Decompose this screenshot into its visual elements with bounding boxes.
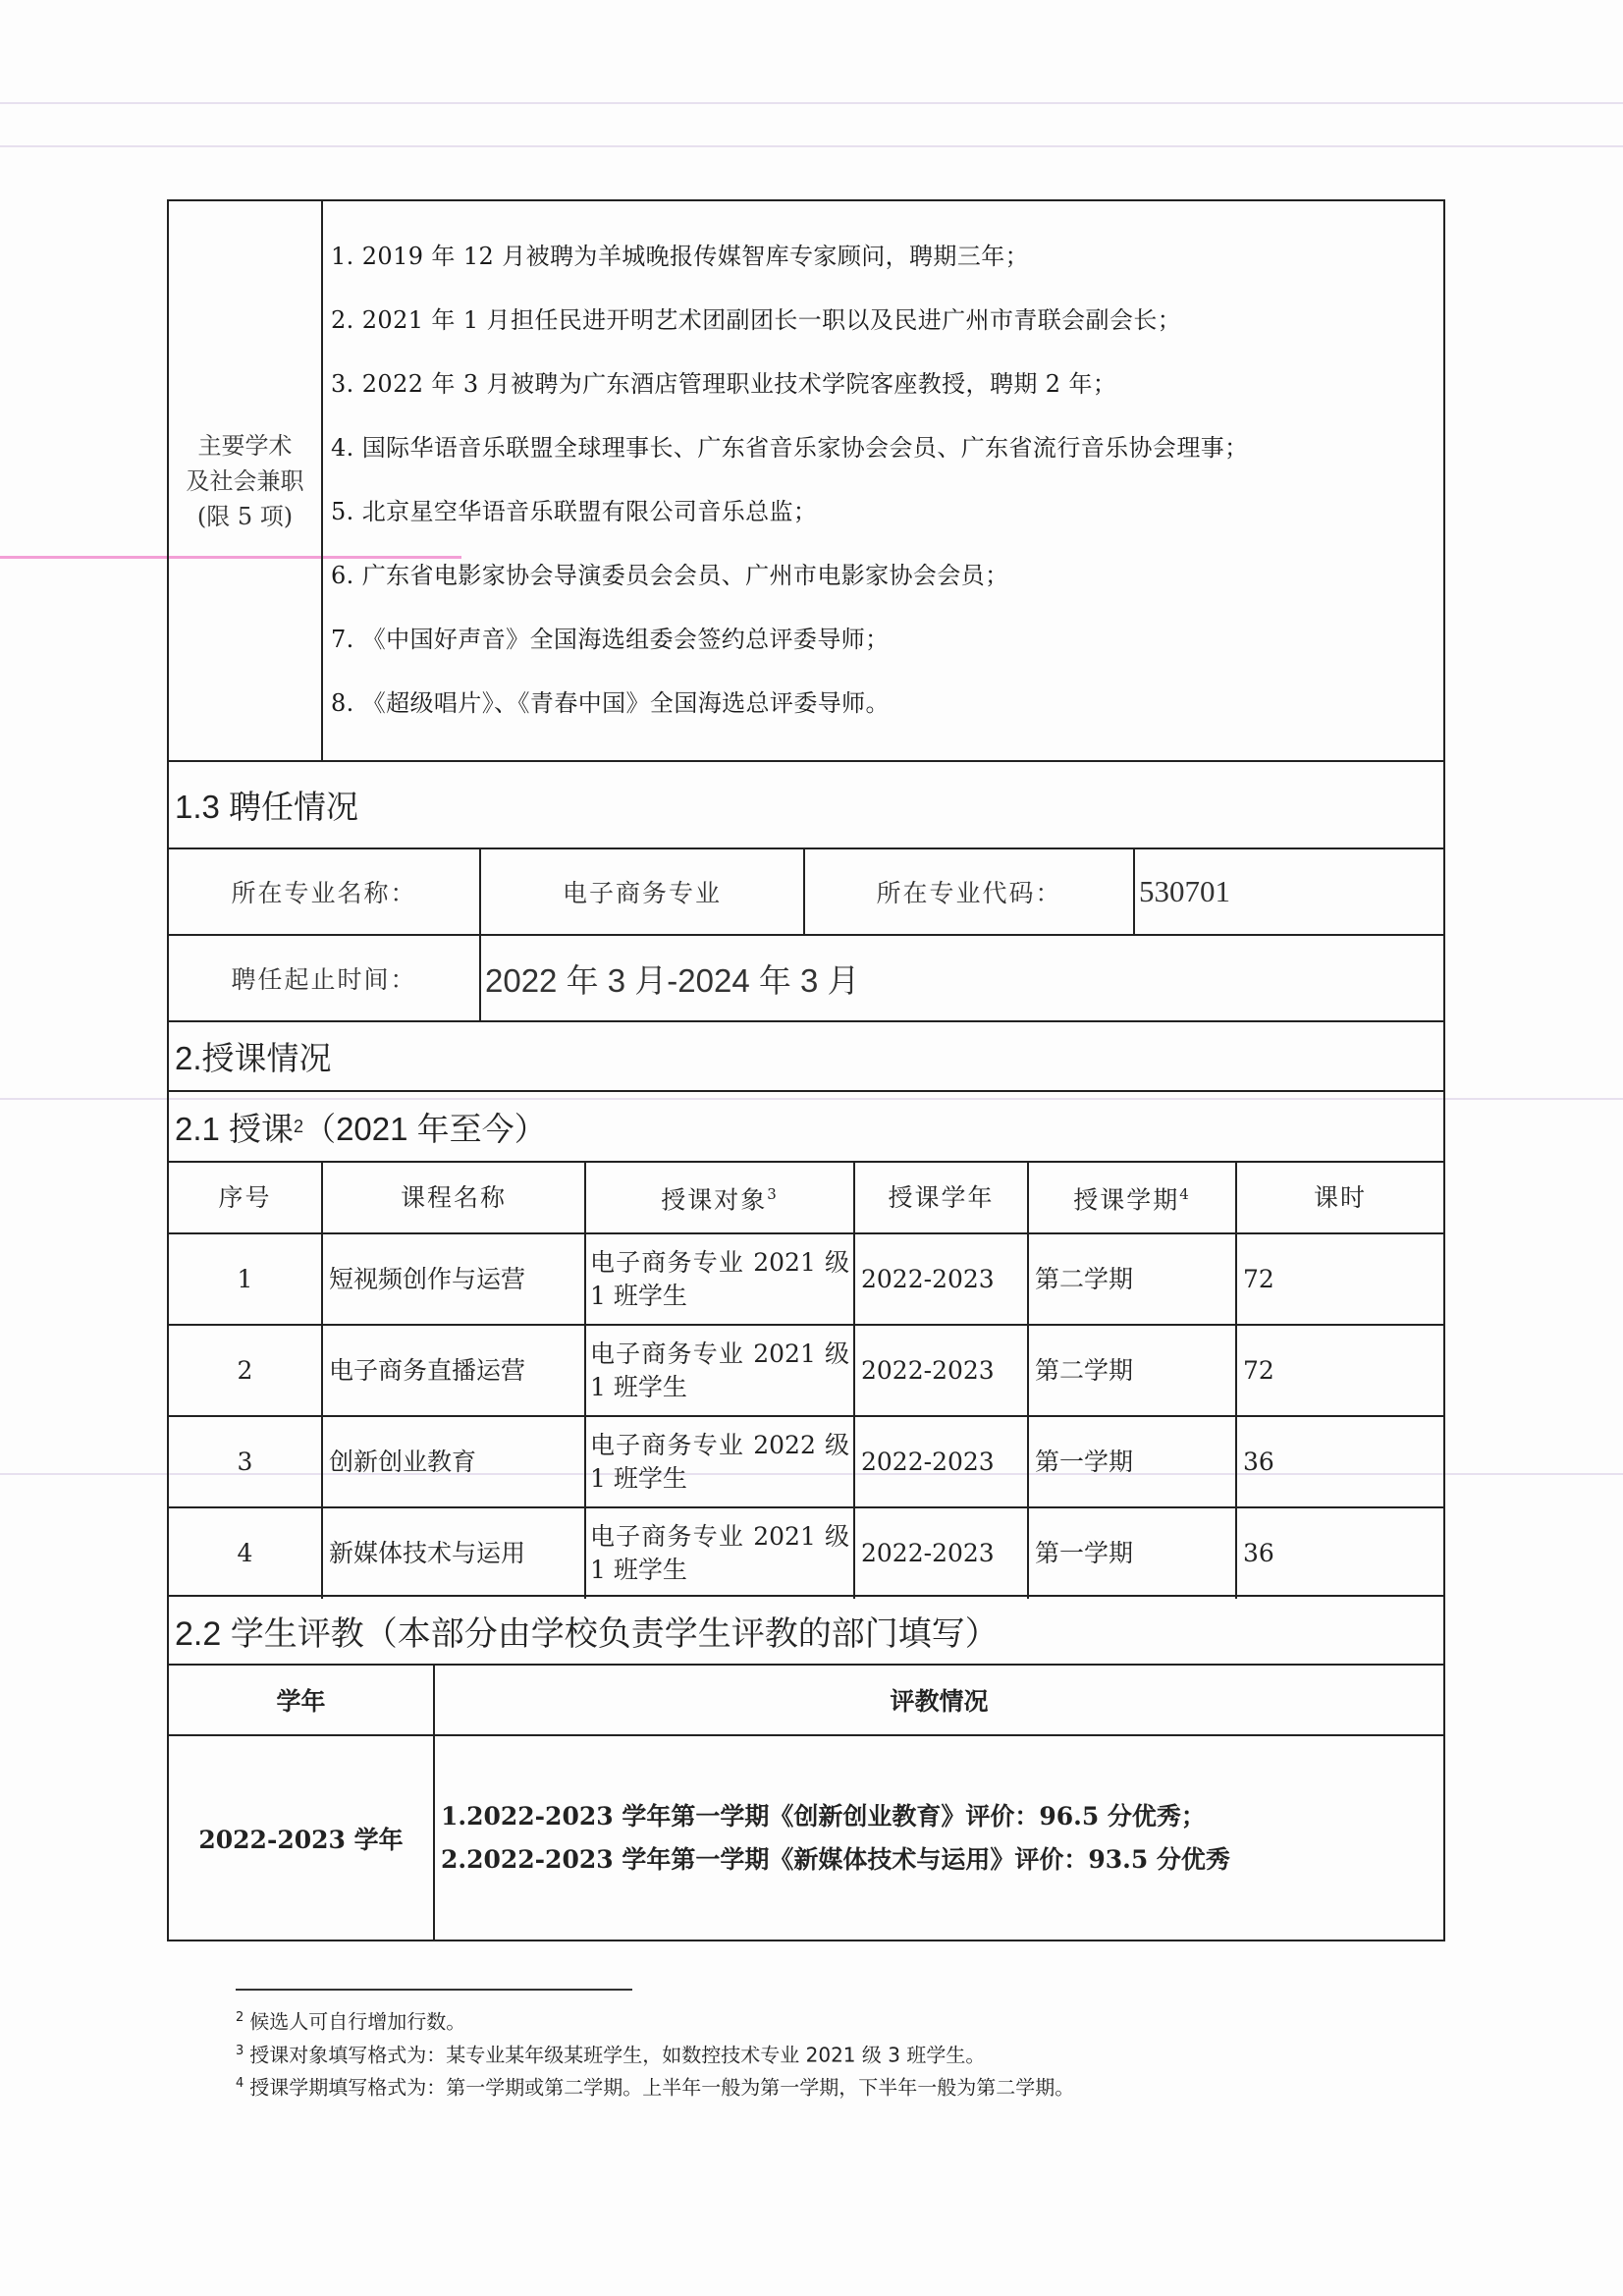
col-header-course: 课程名称	[322, 1163, 585, 1233]
position-item: 5. 北京星空华语音乐联盟有限公司音乐总监；	[331, 497, 818, 525]
period-value: 2022 年 3 月-2024 年 3 月	[480, 935, 1443, 1020]
col-header-no: 序号	[169, 1163, 322, 1233]
eval-year: 2022-2023 学年	[169, 1735, 434, 1940]
cell-year: 2022-2023	[854, 1507, 1028, 1599]
col-header-term: 授课学期$^4$	[1028, 1163, 1236, 1233]
footnote-ref: 2	[294, 1116, 304, 1136]
table-row	[169, 1325, 1443, 1416]
major-code-label: 所在专业代码：	[804, 849, 1134, 935]
table-row	[169, 1233, 1443, 1325]
sub-heading-text: 2.1 授课	[175, 1110, 295, 1147]
cell-term: 第二学期	[1028, 1233, 1236, 1325]
table-row	[169, 1507, 1443, 1599]
appointment-heading: 1.3 聘任情况	[167, 760, 1445, 849]
cell-target: 电子商务专业 2022 级 1 班学生	[585, 1416, 854, 1507]
cell-term: 第二学期	[1028, 1325, 1236, 1416]
cell-year: 2022-2023	[854, 1416, 1028, 1507]
cell-course: 新媒体技术与运用	[322, 1507, 585, 1599]
cell-term: 第一学期	[1028, 1416, 1236, 1507]
cell-year: 2022-2023	[854, 1325, 1028, 1416]
position-item: 1. 2019 年 12 月被聘为羊城晚报传媒智库专家顾问，聘期三年；	[331, 242, 1030, 270]
col-header-hours: 课时	[1236, 1163, 1443, 1233]
cell-course: 创新创业教育	[322, 1416, 585, 1507]
col-header-target: 授课对象$^3$	[585, 1163, 854, 1233]
position-item: 6. 广东省电影家协会导演委员会会员、广州市电影家协会会员；	[331, 561, 1009, 589]
position-item: 2. 2021 年 1 月担任民进开明艺术团副团长一职以及民进广州市青联会副会长；	[331, 305, 1182, 334]
cell-target: 电子商务专业 2021 级 1 班学生	[585, 1325, 854, 1416]
cell-hours: 72	[1236, 1325, 1443, 1416]
courses-table	[167, 1161, 1445, 1597]
cell-course: 电子商务直播运营	[322, 1325, 585, 1416]
major-code-value: 530701	[1134, 849, 1443, 935]
eval-col-result: 评教情况	[434, 1666, 1443, 1735]
cell-no: 4	[169, 1507, 322, 1599]
cell-course: 短视频创作与运营	[322, 1233, 585, 1325]
eval-col-year: 学年	[169, 1666, 434, 1735]
label-line: 及社会兼职	[186, 466, 304, 495]
scan-stripe	[0, 102, 1623, 104]
label-line: (限 5 项)	[196, 502, 294, 530]
cell-hours: 36	[1236, 1416, 1443, 1507]
footnote: $^3$ 授课对象填写格式为：某专业某年级某班学生，如数控技术专业 2021 级 3 班学生。	[236, 2043, 986, 2067]
academic-positions-list	[322, 201, 1443, 760]
appointment-table	[167, 847, 1445, 1022]
major-name-value: 电子商务专业	[480, 849, 804, 935]
cell-hours: 36	[1236, 1507, 1443, 1599]
position-item: 3. 2022 年 3 月被聘为广东酒店管理职业技术学院客座教授，聘期 2 年；	[331, 369, 1117, 398]
sub-heading-suffix: （2021 年至今）	[303, 1110, 547, 1147]
eval-line: 2.2022-2023 学年第一学期《新媒体技术与运用》评价：93.5 分优秀	[441, 1844, 1230, 1874]
evaluation-heading: 2.2 学生评教（本部分由学校负责学生评教的部门填写）	[167, 1595, 1445, 1666]
position-item: 4. 国际华语音乐联盟全球理事长、广东省音乐家协会会员、广东省流行音乐协会理事；	[331, 433, 1249, 462]
footnote-rule	[236, 1989, 632, 1991]
evaluation-table	[167, 1664, 1445, 1941]
footnotes	[236, 2003, 1414, 2103]
courses-header-row	[169, 1163, 1443, 1233]
cell-no: 3	[169, 1416, 322, 1507]
eval-line: 1.2022-2023 学年第一学期《创新创业教育》评价：96.5 分优秀；	[441, 1801, 1206, 1831]
cell-target: 电子商务专业 2021 级 1 班学生	[585, 1507, 854, 1599]
teaching-sub-heading	[167, 1090, 1445, 1163]
major-name-label: 所在专业名称：	[169, 849, 480, 935]
cell-hours: 72	[1236, 1233, 1443, 1325]
eval-result	[434, 1735, 1443, 1940]
label-line: 主要学术	[197, 431, 293, 460]
academic-positions-section	[167, 199, 1445, 762]
footnote: $^4$ 授课学期填写格式为：第一学期或第二学期。上半年一般为第一学期，下半年一般为第二学期。	[236, 2075, 1075, 2100]
period-label: 聘任起止时间：	[169, 935, 480, 1020]
footnote: $^2$ 候选人可自行增加行数。	[236, 2009, 466, 2034]
position-item: 8. 《超级唱片》、《青春中国》全国海选总评委导师。	[331, 688, 890, 717]
table-row	[169, 1416, 1443, 1507]
teaching-heading: 2.授课情况	[167, 1020, 1445, 1092]
col-header-year: 授课学年	[854, 1163, 1028, 1233]
scan-stripe	[0, 145, 1623, 147]
position-item: 7. 《中国好声音》全国海选组委会签约总评委导师；	[331, 625, 890, 653]
academic-positions-label	[169, 201, 322, 760]
cell-year: 2022-2023	[854, 1233, 1028, 1325]
cell-target: 电子商务专业 2021 级 1 班学生	[585, 1233, 854, 1325]
cell-term: 第一学期	[1028, 1507, 1236, 1599]
cell-no: 1	[169, 1233, 322, 1325]
cell-no: 2	[169, 1325, 322, 1416]
